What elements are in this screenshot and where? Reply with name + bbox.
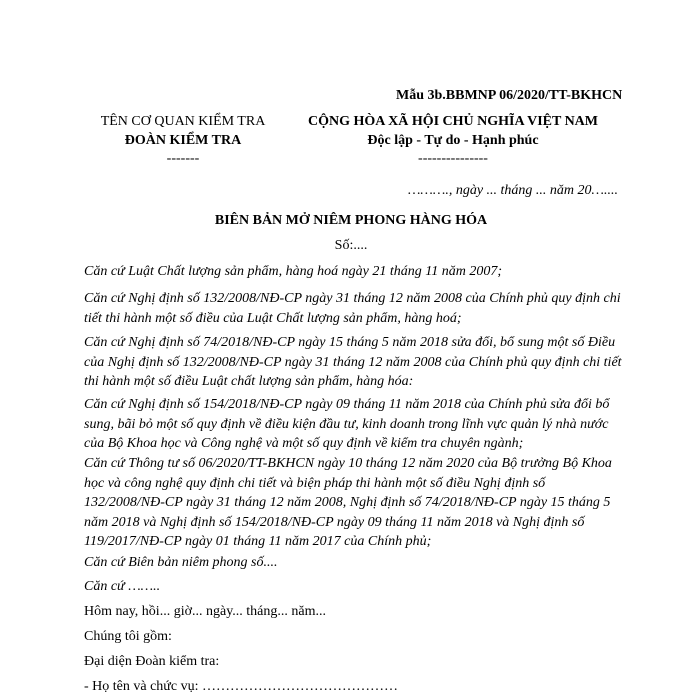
name-position-line: - Họ tên và chức vụ: ……………………………………: [84, 679, 398, 694]
legal-basis-2: Căn cứ Nghị định số 132/2008/NĐ-CP ngày 31 tháng 12 năm 2008 của Chính phủ quy định chi tiết thi hành một số điều của Luật Chất lượng sản phẩm, hàng hoá;: [84, 291, 621, 326]
team-name: ĐOÀN KIỂM TRA: [124, 133, 242, 148]
meeting-time-line: Hôm nay, hồi... giờ... ngày... tháng... năm...: [84, 604, 326, 619]
legal-basis-1: Căn cứ Luật Chất lượng sản phẩm, hàng hoá ngày 21 tháng 11 năm 2007;: [84, 264, 502, 279]
form-code: Mẫu 3b.BBMNP 06/2020/TT-BKHCN: [396, 88, 623, 103]
participants-line: Chúng tôi gồm:: [84, 629, 172, 644]
document-number: Số:....: [334, 238, 368, 253]
date-line: ………., ngày ... tháng ... năm 20…....: [407, 183, 618, 198]
legal-basis-3: Căn cứ Nghị định số 74/2018/NĐ-CP ngày 15 tháng 5 năm 2018 sửa đổi, bổ sung một số Điều của Nghị định số 132/2008/NĐ-CP ngày 31 tháng 12 năm 2008 của Chính phủ quy định chi tiết thi hành một số điều Luật chất lượng sản phẩm, hàng hóa:: [84, 335, 622, 389]
agency-name: TÊN CƠ QUAN KIỂM TRA: [100, 114, 266, 129]
national-motto: Độc lập - Tự do - Hạnh phúc: [367, 133, 539, 148]
left-separator: -------: [166, 151, 200, 166]
document-title: BIÊN BẢN MỞ NIÊM PHONG HÀNG HÓA: [214, 213, 488, 228]
legal-basis-7: Căn cứ ……..: [84, 579, 161, 594]
legal-basis-6: Căn cứ Biên bản niêm phong số....: [84, 555, 278, 570]
legal-basis-5: Căn cứ Thông tư số 06/2020/TT-BKHCN ngày 10 tháng 12 năm 2020 của Bộ trưởng Bộ Khoa học và công nghệ quy định chi tiết và biện pháp thi hành một số điều Nghị định số 132/2008/NĐ-CP ngày 31 tháng 12 năm 2008, Nghị định số 74/2018/NĐ-CP ngày 15 tháng 5 năm 2018 và Nghị định số 154/2018/NĐ-CP ngày 09 tháng 11 năm 2018 và Nghị định số 119/2017/NĐ-CP ngày 01 tháng 11 năm 2017 của Chính phủ;: [84, 456, 612, 549]
legal-basis-4: Căn cứ Nghị định số 154/2018/NĐ-CP ngày 09 tháng 11 năm 2018 của Chính phủ sửa đổi bổ sung, bãi bỏ một số quy định về điều kiện đầu tư, kinh doanh trong lĩnh vực quản lý nhà nước của Bộ Khoa học và Công nghệ và một số quy định về kiểm tra chuyên ngành;: [84, 397, 610, 451]
inspection-team-line: Đại diện Đoàn kiểm tra:: [84, 654, 220, 669]
country-name: CỘNG HÒA XÃ HỘI CHỦ NGHĨA VIỆT NAM: [307, 114, 598, 129]
right-separator: ---------------: [418, 151, 488, 166]
